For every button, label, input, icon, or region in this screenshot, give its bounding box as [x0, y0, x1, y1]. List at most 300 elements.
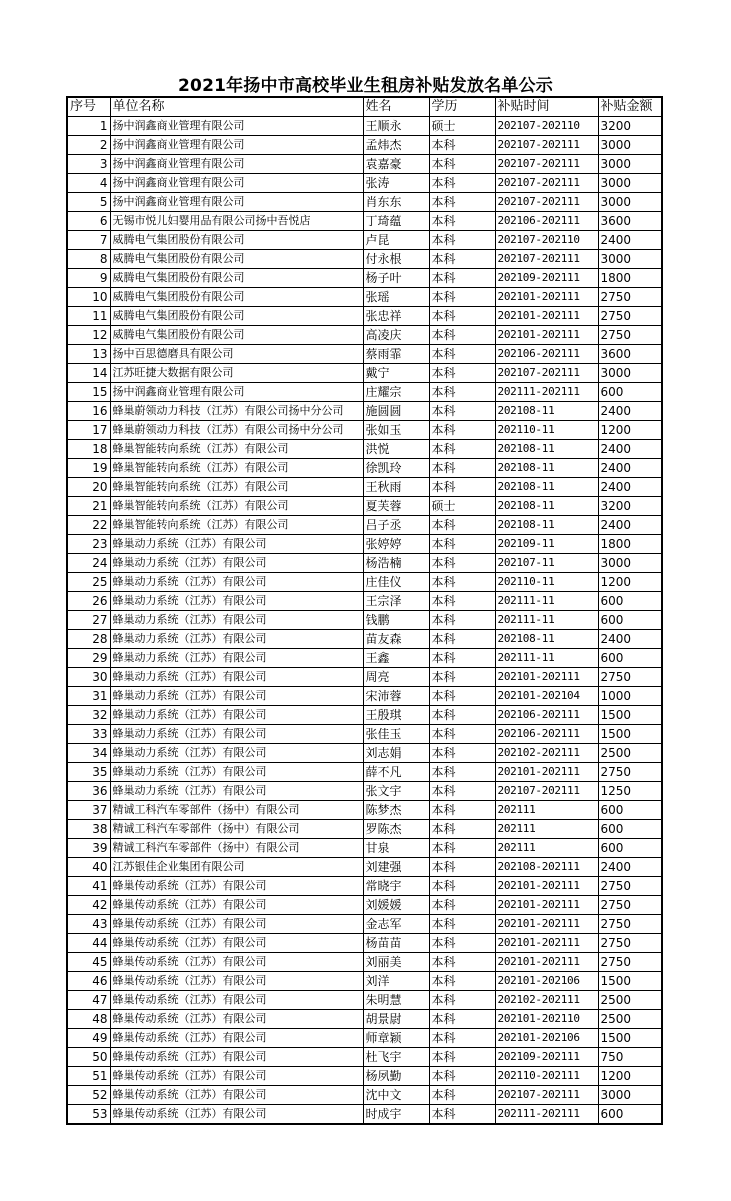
table-row: [67, 212, 662, 231]
education-cell: 本科: [429, 459, 495, 478]
row-number-cell: 47: [67, 991, 110, 1010]
company-name-cell: 蜂巢动力系统（江苏）有限公司: [110, 535, 363, 554]
company-name-cell: 蜂巢智能转向系统（江苏）有限公司: [110, 516, 363, 535]
company-name-cell: 江苏银佳企业集团有限公司: [110, 858, 363, 877]
subsidy-amount-cell: 3600: [598, 212, 662, 231]
education-cell: 本科: [429, 915, 495, 934]
subsidy-period-cell: 202101-202110: [495, 1010, 598, 1029]
company-name-cell: 蜂巢传动系统（江苏）有限公司: [110, 877, 363, 896]
subsidy-amount-cell: 3000: [598, 174, 662, 193]
subsidy-period-cell: 202101-202111: [495, 326, 598, 345]
education-cell: 本科: [429, 630, 495, 649]
table-row: [67, 459, 662, 478]
table-row: [67, 1086, 662, 1105]
subsidy-period-cell: 202101-202106: [495, 1029, 598, 1048]
company-name-cell: 江苏旺捷大数据有限公司: [110, 364, 363, 383]
person-name-cell: 王顺永: [363, 117, 429, 136]
subsidy-period-cell: 202108-202111: [495, 858, 598, 877]
row-number-cell: 27: [67, 611, 110, 630]
company-name-cell: 扬中润鑫商业管理有限公司: [110, 117, 363, 136]
row-number-cell: 33: [67, 725, 110, 744]
education-cell: 本科: [429, 668, 495, 687]
header-cell-amount: 补贴金额: [598, 97, 662, 117]
subsidy-period-cell: 202109-11: [495, 535, 598, 554]
subsidy-amount-cell: 1500: [598, 725, 662, 744]
company-name-cell: 蜂巢智能转向系统（江苏）有限公司: [110, 497, 363, 516]
table-row: [67, 877, 662, 896]
education-cell: 本科: [429, 953, 495, 972]
table-row: [67, 383, 662, 402]
table-row: [67, 1010, 662, 1029]
person-name-cell: 时成宇: [363, 1105, 429, 1125]
subsidy-period-cell: 202101-202106: [495, 972, 598, 991]
person-name-cell: 胡景尉: [363, 1010, 429, 1029]
subsidy-period-cell: 202107-202111: [495, 174, 598, 193]
subsidy-period-cell: 202108-11: [495, 630, 598, 649]
person-name-cell: 洪悦: [363, 440, 429, 459]
education-cell: 本科: [429, 193, 495, 212]
row-number-cell: 4: [67, 174, 110, 193]
education-cell: 本科: [429, 649, 495, 668]
row-number-cell: 18: [67, 440, 110, 459]
row-number-cell: 52: [67, 1086, 110, 1105]
subsidy-period-cell: 202107-202110: [495, 231, 598, 250]
person-name-cell: 刘建强: [363, 858, 429, 877]
table-row: [67, 307, 662, 326]
table-row: [67, 687, 662, 706]
person-name-cell: 袁嘉豪: [363, 155, 429, 174]
subsidy-period-cell: 202101-202111: [495, 668, 598, 687]
table-row: [67, 592, 662, 611]
subsidy-period-cell: 202110-202111: [495, 1067, 598, 1086]
subsidy-amount-cell: 2400: [598, 858, 662, 877]
person-name-cell: 常晓宇: [363, 877, 429, 896]
education-cell: 本科: [429, 820, 495, 839]
row-number-cell: 40: [67, 858, 110, 877]
education-cell: 本科: [429, 326, 495, 345]
row-number-cell: 41: [67, 877, 110, 896]
subsidy-amount-cell: 1200: [598, 573, 662, 592]
person-name-cell: 王鑫: [363, 649, 429, 668]
person-name-cell: 王殷琪: [363, 706, 429, 725]
row-number-cell: 31: [67, 687, 110, 706]
company-name-cell: 蜂巢动力系统（江苏）有限公司: [110, 649, 363, 668]
person-name-cell: 宋沛蓉: [363, 687, 429, 706]
education-cell: 本科: [429, 839, 495, 858]
subsidy-period-cell: 202109-202111: [495, 1048, 598, 1067]
education-cell: 硕士: [429, 117, 495, 136]
education-cell: 本科: [429, 554, 495, 573]
person-name-cell: 张婷婷: [363, 535, 429, 554]
table-row: [67, 858, 662, 877]
education-cell: 本科: [429, 288, 495, 307]
education-cell: 本科: [429, 763, 495, 782]
education-cell: 本科: [429, 440, 495, 459]
education-cell: 本科: [429, 611, 495, 630]
table-row: [67, 250, 662, 269]
subsidy-period-cell: 202106-202111: [495, 212, 598, 231]
company-name-cell: 蜂巢动力系统（江苏）有限公司: [110, 687, 363, 706]
subsidy-amount-cell: 1500: [598, 972, 662, 991]
table-row: [67, 630, 662, 649]
subsidy-period-cell: 202108-11: [495, 497, 598, 516]
person-name-cell: 杨苗苗: [363, 934, 429, 953]
table-row: [67, 668, 662, 687]
subsidy-amount-cell: 2400: [598, 440, 662, 459]
row-number-cell: 5: [67, 193, 110, 212]
subsidy-amount-cell: 2750: [598, 288, 662, 307]
subsidy-period-cell: 202108-11: [495, 440, 598, 459]
table-row: [67, 174, 662, 193]
row-number-cell: 25: [67, 573, 110, 592]
company-name-cell: 精诚工科汽车零部件（扬中）有限公司: [110, 820, 363, 839]
row-number-cell: 24: [67, 554, 110, 573]
company-name-cell: 威腾电气集团股份有限公司: [110, 231, 363, 250]
row-number-cell: 49: [67, 1029, 110, 1048]
subsidy-period-cell: 202107-202111: [495, 1086, 598, 1105]
header-cell-company: 单位名称: [110, 97, 363, 117]
person-name-cell: 孟炜杰: [363, 136, 429, 155]
company-name-cell: 蜂巢传动系统（江苏）有限公司: [110, 1010, 363, 1029]
education-cell: 本科: [429, 269, 495, 288]
subsidy-amount-cell: 2500: [598, 744, 662, 763]
person-name-cell: 甘泉: [363, 839, 429, 858]
subsidy-period-cell: 202101-202111: [495, 953, 598, 972]
education-cell: 硕士: [429, 497, 495, 516]
company-name-cell: 扬中润鑫商业管理有限公司: [110, 383, 363, 402]
table-row: [67, 649, 662, 668]
person-name-cell: 张文宇: [363, 782, 429, 801]
company-name-cell: 蜂巢动力系统（江苏）有限公司: [110, 706, 363, 725]
subsidy-amount-cell: 3200: [598, 497, 662, 516]
table-row: [67, 554, 662, 573]
subsidy-amount-cell: 3600: [598, 345, 662, 364]
person-name-cell: 肖东东: [363, 193, 429, 212]
subsidy-amount-cell: 2400: [598, 516, 662, 535]
person-name-cell: 蔡雨霏: [363, 345, 429, 364]
company-name-cell: 蜂巢动力系统（江苏）有限公司: [110, 630, 363, 649]
education-cell: 本科: [429, 573, 495, 592]
person-name-cell: 庄耀宗: [363, 383, 429, 402]
company-name-cell: 扬中润鑫商业管理有限公司: [110, 193, 363, 212]
subsidy-amount-cell: 2750: [598, 953, 662, 972]
table-row: [67, 535, 662, 554]
subsidy-amount-cell: 2750: [598, 763, 662, 782]
subsidy-amount-cell: 2750: [598, 877, 662, 896]
company-name-cell: 蜂巢动力系统（江苏）有限公司: [110, 782, 363, 801]
company-name-cell: 蜂巢动力系统（江苏）有限公司: [110, 744, 363, 763]
person-name-cell: 杨夙勤: [363, 1067, 429, 1086]
subsidy-table: [66, 96, 663, 1125]
header-cell-education: 学历: [429, 97, 495, 117]
subsidy-period-cell: 202101-202104: [495, 687, 598, 706]
table-row: [67, 896, 662, 915]
company-name-cell: 蜂巢动力系统（江苏）有限公司: [110, 725, 363, 744]
table-row: [67, 972, 662, 991]
person-name-cell: 杨浩楠: [363, 554, 429, 573]
person-name-cell: 戴宁: [363, 364, 429, 383]
company-name-cell: 蜂巢传动系统（江苏）有限公司: [110, 896, 363, 915]
subsidy-amount-cell: 2750: [598, 915, 662, 934]
company-name-cell: 蜂巢传动系统（江苏）有限公司: [110, 1105, 363, 1125]
table-row: [67, 934, 662, 953]
education-cell: 本科: [429, 250, 495, 269]
subsidy-period-cell: 202106-202111: [495, 345, 598, 364]
table-row: [67, 1029, 662, 1048]
subsidy-amount-cell: 1500: [598, 706, 662, 725]
row-number-cell: 46: [67, 972, 110, 991]
company-name-cell: 蜂巢动力系统（江苏）有限公司: [110, 668, 363, 687]
company-name-cell: 蜂巢动力系统（江苏）有限公司: [110, 592, 363, 611]
row-number-cell: 53: [67, 1105, 110, 1125]
subsidy-amount-cell: 600: [598, 383, 662, 402]
table-row: [67, 421, 662, 440]
subsidy-period-cell: 202107-202111: [495, 782, 598, 801]
education-cell: 本科: [429, 307, 495, 326]
subsidy-period-cell: 202101-202111: [495, 307, 598, 326]
education-cell: 本科: [429, 934, 495, 953]
table-row: [67, 269, 662, 288]
subsidy-amount-cell: 3000: [598, 554, 662, 573]
education-cell: 本科: [429, 212, 495, 231]
education-cell: 本科: [429, 535, 495, 554]
company-name-cell: 蜂巢动力系统（江苏）有限公司: [110, 573, 363, 592]
education-cell: 本科: [429, 972, 495, 991]
table-row: [67, 611, 662, 630]
subsidy-period-cell: 202108-11: [495, 516, 598, 535]
subsidy-period-cell: 202101-202111: [495, 288, 598, 307]
subsidy-amount-cell: 600: [598, 611, 662, 630]
subsidy-amount-cell: 1250: [598, 782, 662, 801]
education-cell: 本科: [429, 706, 495, 725]
education-cell: 本科: [429, 744, 495, 763]
company-name-cell: 蜂巢传动系统（江苏）有限公司: [110, 972, 363, 991]
table-row: [67, 440, 662, 459]
education-cell: 本科: [429, 1048, 495, 1067]
subsidy-amount-cell: 600: [598, 649, 662, 668]
table-row: [67, 991, 662, 1010]
person-name-cell: 刘洋: [363, 972, 429, 991]
education-cell: 本科: [429, 421, 495, 440]
row-number-cell: 2: [67, 136, 110, 155]
person-name-cell: 徐凯玲: [363, 459, 429, 478]
education-cell: 本科: [429, 345, 495, 364]
person-name-cell: 杨子叶: [363, 269, 429, 288]
education-cell: 本科: [429, 174, 495, 193]
person-name-cell: 王秋雨: [363, 478, 429, 497]
education-cell: 本科: [429, 858, 495, 877]
person-name-cell: 张佳玉: [363, 725, 429, 744]
header-cell-period: 补贴时间: [495, 97, 598, 117]
row-number-cell: 38: [67, 820, 110, 839]
table-row: [67, 364, 662, 383]
company-name-cell: 威腾电气集团股份有限公司: [110, 288, 363, 307]
row-number-cell: 9: [67, 269, 110, 288]
person-name-cell: 丁琦蕴: [363, 212, 429, 231]
row-number-cell: 39: [67, 839, 110, 858]
education-cell: 本科: [429, 402, 495, 421]
education-cell: 本科: [429, 687, 495, 706]
table-row: [67, 345, 662, 364]
subsidy-period-cell: 202101-202111: [495, 915, 598, 934]
education-cell: 本科: [429, 991, 495, 1010]
company-name-cell: 扬中润鑫商业管理有限公司: [110, 155, 363, 174]
subsidy-amount-cell: 3000: [598, 136, 662, 155]
table-row: [67, 725, 662, 744]
page-title: 2021年扬中市高校毕业生租房补贴发放名单公示: [178, 76, 553, 96]
person-name-cell: 杜飞宇: [363, 1048, 429, 1067]
subsidy-amount-cell: 2500: [598, 991, 662, 1010]
table-row: [67, 117, 662, 136]
subsidy-period-cell: 202101-202111: [495, 934, 598, 953]
row-number-cell: 7: [67, 231, 110, 250]
row-number-cell: 6: [67, 212, 110, 231]
person-name-cell: 付永根: [363, 250, 429, 269]
subsidy-amount-cell: 600: [598, 820, 662, 839]
company-name-cell: 扬中润鑫商业管理有限公司: [110, 136, 363, 155]
subsidy-period-cell: 202101-202111: [495, 896, 598, 915]
subsidy-amount-cell: 2400: [598, 459, 662, 478]
subsidy-amount-cell: 2500: [598, 1010, 662, 1029]
row-number-cell: 1: [67, 117, 110, 136]
education-cell: 本科: [429, 1086, 495, 1105]
person-name-cell: 沈中文: [363, 1086, 429, 1105]
table-row: [67, 839, 662, 858]
subsidy-period-cell: 202102-202111: [495, 744, 598, 763]
table-row: [67, 801, 662, 820]
header-cell-name: 姓名: [363, 97, 429, 117]
subsidy-amount-cell: 2750: [598, 326, 662, 345]
table-row: [67, 288, 662, 307]
subsidy-amount-cell: 1200: [598, 421, 662, 440]
person-name-cell: 王宗泽: [363, 592, 429, 611]
row-number-cell: 10: [67, 288, 110, 307]
row-number-cell: 22: [67, 516, 110, 535]
company-name-cell: 蜂巢智能转向系统（江苏）有限公司: [110, 478, 363, 497]
subsidy-period-cell: 202111-11: [495, 592, 598, 611]
person-name-cell: 刘丽美: [363, 953, 429, 972]
education-cell: 本科: [429, 725, 495, 744]
company-name-cell: 威腾电气集团股份有限公司: [110, 307, 363, 326]
subsidy-amount-cell: 2400: [598, 402, 662, 421]
table-row: [67, 1105, 662, 1125]
company-name-cell: 蜂巢动力系统（江苏）有限公司: [110, 611, 363, 630]
education-cell: 本科: [429, 782, 495, 801]
subsidy-amount-cell: 1500: [598, 1029, 662, 1048]
company-name-cell: 精诚工科汽车零部件（扬中）有限公司: [110, 839, 363, 858]
row-number-cell: 11: [67, 307, 110, 326]
row-number-cell: 12: [67, 326, 110, 345]
row-number-cell: 20: [67, 478, 110, 497]
row-number-cell: 16: [67, 402, 110, 421]
row-number-cell: 42: [67, 896, 110, 915]
row-number-cell: 51: [67, 1067, 110, 1086]
company-name-cell: 蜂巢传动系统（江苏）有限公司: [110, 1067, 363, 1086]
row-number-cell: 32: [67, 706, 110, 725]
subsidy-amount-cell: 2400: [598, 630, 662, 649]
subsidy-period-cell: 202109-202111: [495, 269, 598, 288]
person-name-cell: 刘媛媛: [363, 896, 429, 915]
row-number-cell: 28: [67, 630, 110, 649]
row-number-cell: 26: [67, 592, 110, 611]
company-name-cell: 威腾电气集团股份有限公司: [110, 250, 363, 269]
company-name-cell: 蜂巢传动系统（江苏）有限公司: [110, 991, 363, 1010]
table-row: [67, 136, 662, 155]
subsidy-amount-cell: 1800: [598, 535, 662, 554]
education-cell: 本科: [429, 877, 495, 896]
row-number-cell: 43: [67, 915, 110, 934]
subsidy-period-cell: 202111-202111: [495, 1105, 598, 1125]
header-row: [67, 97, 662, 117]
subsidy-period-cell: 202101-202111: [495, 763, 598, 782]
subsidy-period-cell: 202107-202111: [495, 155, 598, 174]
row-number-cell: 3: [67, 155, 110, 174]
subsidy-amount-cell: 2750: [598, 896, 662, 915]
education-cell: 本科: [429, 155, 495, 174]
subsidy-amount-cell: 600: [598, 592, 662, 611]
subsidy-amount-cell: 600: [598, 839, 662, 858]
table-row: [67, 782, 662, 801]
row-number-cell: 8: [67, 250, 110, 269]
subsidy-period-cell: 202111-11: [495, 611, 598, 630]
subsidy-period-cell: 202101-202111: [495, 877, 598, 896]
subsidy-amount-cell: 3000: [598, 193, 662, 212]
company-name-cell: 蜂巢动力系统（江苏）有限公司: [110, 763, 363, 782]
company-name-cell: 蜂巢传动系统（江苏）有限公司: [110, 1086, 363, 1105]
table-row: [67, 402, 662, 421]
subsidy-amount-cell: 3000: [598, 1086, 662, 1105]
subsidy-period-cell: 202108-11: [495, 478, 598, 497]
subsidy-amount-cell: 1200: [598, 1067, 662, 1086]
company-name-cell: 蜂巢蔚领动力科技（江苏）有限公司扬中分公司: [110, 402, 363, 421]
person-name-cell: 苗友森: [363, 630, 429, 649]
table-row: [67, 497, 662, 516]
table-row: [67, 155, 662, 174]
row-number-cell: 21: [67, 497, 110, 516]
company-name-cell: 无锡市悦儿妇婴用品有限公司扬中吾悦店: [110, 212, 363, 231]
person-name-cell: 吕子丞: [363, 516, 429, 535]
company-name-cell: 威腾电气集团股份有限公司: [110, 269, 363, 288]
row-number-cell: 44: [67, 934, 110, 953]
table-row: [67, 193, 662, 212]
subsidy-period-cell: 202108-11: [495, 402, 598, 421]
person-name-cell: 陈梦杰: [363, 801, 429, 820]
subsidy-period-cell: 202111: [495, 801, 598, 820]
subsidy-period-cell: 202107-202111: [495, 193, 598, 212]
subsidy-period-cell: 202107-202110: [495, 117, 598, 136]
subsidy-period-cell: 202107-202111: [495, 250, 598, 269]
table-row: [67, 326, 662, 345]
subsidy-amount-cell: 2400: [598, 478, 662, 497]
company-name-cell: 蜂巢传动系统（江苏）有限公司: [110, 1048, 363, 1067]
subsidy-period-cell: 202111-11: [495, 649, 598, 668]
subsidy-amount-cell: 3000: [598, 155, 662, 174]
company-name-cell: 蜂巢智能转向系统（江苏）有限公司: [110, 459, 363, 478]
row-number-cell: 48: [67, 1010, 110, 1029]
education-cell: 本科: [429, 1010, 495, 1029]
company-name-cell: 蜂巢智能转向系统（江苏）有限公司: [110, 440, 363, 459]
person-name-cell: 刘志娟: [363, 744, 429, 763]
subsidy-amount-cell: 2750: [598, 934, 662, 953]
row-number-cell: 30: [67, 668, 110, 687]
subsidy-period-cell: 202107-202111: [495, 136, 598, 155]
subsidy-period-cell: 202110-11: [495, 573, 598, 592]
table-body: [67, 117, 662, 1125]
company-name-cell: 扬中百思德磨具有限公司: [110, 345, 363, 364]
education-cell: 本科: [429, 1029, 495, 1048]
person-name-cell: 夏芙蓉: [363, 497, 429, 516]
table-row: [67, 763, 662, 782]
